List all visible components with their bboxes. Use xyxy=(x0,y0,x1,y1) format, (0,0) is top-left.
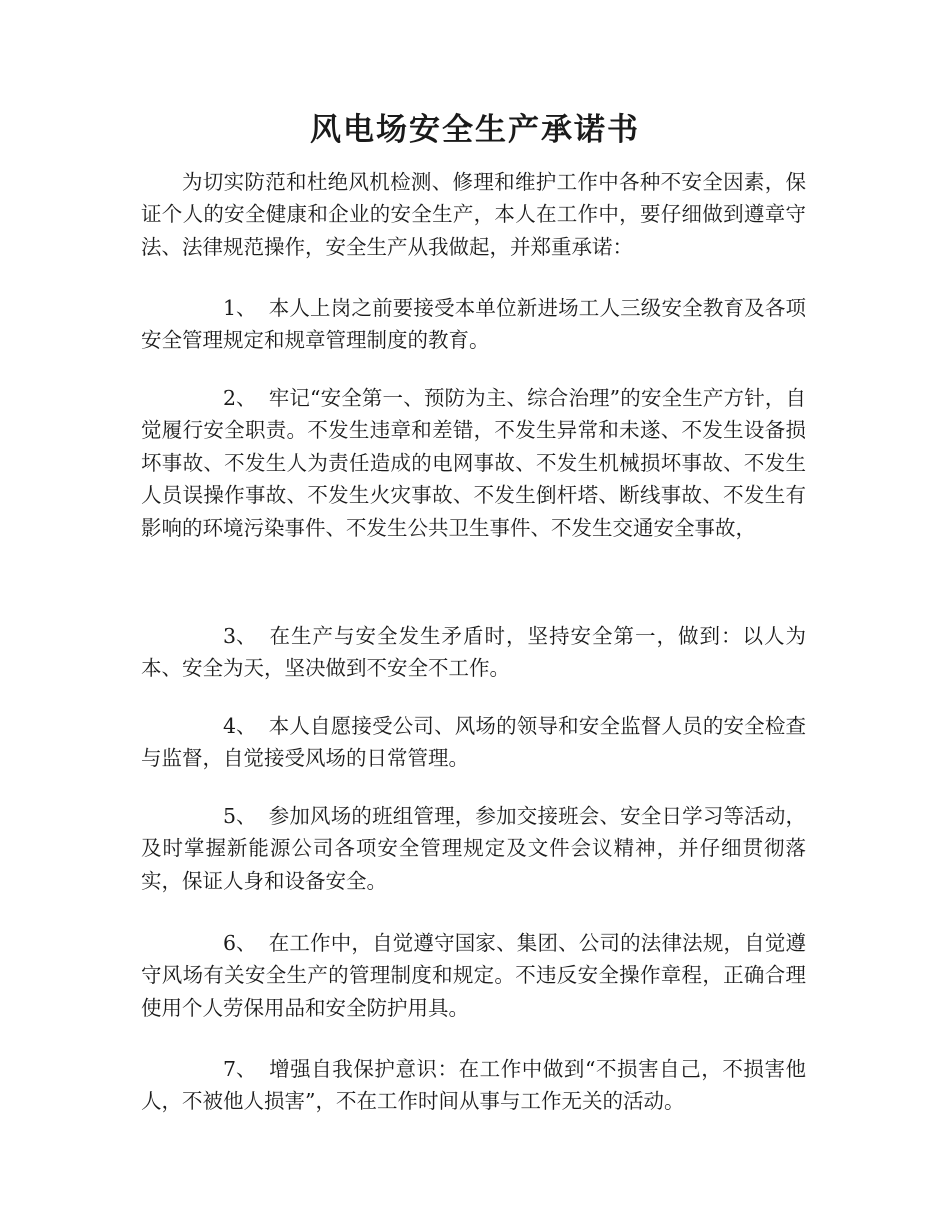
document-title: 风电场安全生产承诺书 xyxy=(310,112,640,148)
clause-text: 参加风场的班组管理，参加交接班会、安全日学习等活动，及时掌握新能源公司各项安全管理规定及文件会议精神，并仔细贯彻落实，保证人身和设备安全。 xyxy=(141,804,806,893)
clause-text: 增强自我保护意识：在工作中做到“不损害自己，不损害他人，不被他人损害”，不在工作时间从事与工作无关的活动。 xyxy=(141,1057,806,1114)
clause-number: 7、 xyxy=(223,1057,257,1081)
intro-paragraph: 为切实防范和杜绝风机检测、修理和维护工作中各种不安全因素，保证个人的安全健康和企业的安全生产，本人在工作中，要仔细做到遵章守法、法律规范操作，安全生产从我做起，并郑重承诺： xyxy=(141,170,806,259)
clause-text: 在生产与安全发生矛盾时，坚持安全第一，做到：以人为本、安全为天，坚决做到不安全不工作。 xyxy=(141,624,806,681)
clause-5 xyxy=(141,800,806,897)
clause-number: 3、 xyxy=(223,624,257,648)
clause-7 xyxy=(141,1053,806,1118)
clause-text: 本人上岗之前要接受本单位新进场工人三级安全教育及各项安全管理规定和规章管理制度的教育。 xyxy=(141,296,806,353)
clause-3 xyxy=(141,620,806,685)
clause-number: 1、 xyxy=(223,296,257,320)
clause-1 xyxy=(141,292,806,357)
clause-number: 2、 xyxy=(223,386,257,410)
clause-number: 6、 xyxy=(223,931,257,955)
clause-number: 4、 xyxy=(223,714,257,738)
clause-6 xyxy=(141,927,806,1024)
clause-text: 牢记“安全第一、预防为主、综合治理”的安全生产方针，自觉履行安全职责。不发生违章和差错，不发生异常和未遂、不发生设备损坏事故、不发生人为责任造成的电网事故、不发生机械损坏事故、不发生人员误操作事故、不发生火灾事故、不发生倒杆塔、断线事故、不发生有影响的环境污染事件、不发生公共卫生事件、不发生交通安全事故， xyxy=(141,386,806,540)
clause-text: 本人自愿接受公司、风场的领导和安全监督人员的安全检查与监督，自觉接受风场的日常管理。 xyxy=(141,714,806,771)
clause-4 xyxy=(141,710,806,775)
clause-2 xyxy=(141,382,806,544)
clause-text: 在工作中，自觉遵守国家、集团、公司的法律法规，自觉遵守风场有关安全生产的管理制度和规定。不违反安全操作章程，正确合理使用个人劳保用品和安全防护用具。 xyxy=(141,931,806,1020)
clause-number: 5、 xyxy=(223,804,257,828)
